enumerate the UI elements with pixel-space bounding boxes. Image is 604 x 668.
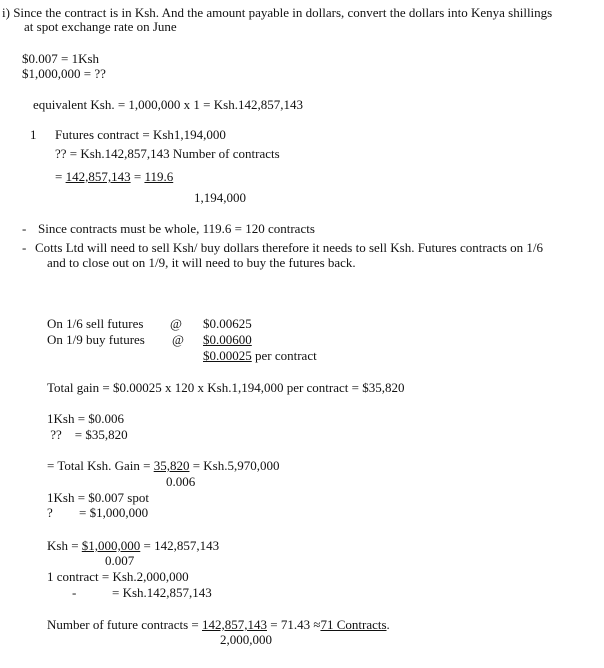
final-result: 71 Contracts — [320, 617, 387, 632]
trade-label-buy: On 1/9 buy futures — [47, 332, 145, 347]
calc-mid: = — [130, 169, 145, 184]
conversion-line-2: ?? = $35,820 — [47, 427, 128, 442]
intro-line-2: at spot exchange rate on June — [24, 19, 177, 34]
ksh-gain-denominator: 0.006 — [166, 474, 196, 489]
bullet-text-1: Since contracts must be whole, 119.6 = 120 contracts — [38, 221, 315, 236]
ksh-gain-calculation — [47, 458, 279, 473]
spot-rate-line-2: $1,000,000 = ?? — [22, 66, 106, 81]
ksh-calc-prefix: Ksh = — [47, 538, 82, 553]
final-contracts-calculation — [47, 617, 390, 632]
ksh-gain-suffix: = Ksh.5,970,000 — [189, 458, 280, 473]
ksh-calc-suffix: = 142,857,143 — [140, 538, 220, 553]
total-gain-line: Total gain = $0.00025 x 120 x Ksh.1,194,000 per contract = $35,820 — [47, 380, 405, 395]
ksh-calc-numerator: $1,000,000 — [81, 538, 141, 553]
contract-size-line-1: 1 contract = Ksh.2,000,000 — [47, 569, 189, 584]
final-mid: = 71.43 ≈ — [266, 617, 321, 632]
ksh-calculation — [47, 538, 219, 553]
calc-numerator: 142,857,143 — [65, 169, 131, 184]
final-end: . — [386, 617, 390, 632]
spot2-line-1: 1Ksh = $0.007 spot — [47, 490, 149, 505]
trade-price-sell: $0.00625 — [203, 316, 252, 331]
trade-label-sell: On 1/6 sell futures — [47, 316, 144, 331]
final-numerator: 142,857,143 — [201, 617, 267, 632]
ksh-gain-prefix: = Total Ksh. Gain = — [47, 458, 154, 473]
trade-difference — [203, 348, 317, 363]
spot2-value: = $1,000,000 — [79, 505, 149, 520]
trade-difference-suffix: per contract — [251, 348, 317, 363]
trade-at-buy: @ — [172, 332, 184, 347]
equivalent-ksh-line: equivalent Ksh. = 1,000,000 x 1 = Ksh.142,857,143 — [33, 97, 303, 112]
futures-unknown-line: ?? = Ksh.142,857,143 Number of contracts — [55, 146, 280, 161]
final-denominator: 2,000,000 — [220, 632, 272, 647]
bullet-dash-2: - — [22, 240, 27, 255]
contract-size-dash: - — [72, 585, 77, 600]
spot2-question: ? — [47, 505, 53, 520]
futures-item-number: 1 — [30, 127, 37, 142]
ksh-gain-numerator: 35,820 — [153, 458, 190, 473]
trade-price-buy: $0.00600 — [203, 332, 252, 347]
trade-difference-value: $0.00025 — [203, 348, 252, 363]
bullet-text-2: Cotts Ltd will need to sell Ksh/ buy dollars therefore it needs to sell Ksh. Futures contracts on 1/6 — [35, 240, 544, 255]
calc-result: 119.6 — [144, 169, 174, 184]
conversion-line-1: 1Ksh = $0.006 — [47, 411, 125, 426]
bullet-dash-1: - — [22, 221, 27, 236]
trade-at-sell: @ — [170, 316, 182, 331]
bullet-text-2-continued: and to close out on 1/9, it will need to buy the futures back. — [47, 255, 356, 270]
spot-rate-line-1: $0.007 = 1Ksh — [22, 51, 100, 66]
intro-line-1: i) Since the contract is in Ksh. And the amount payable in dollars, convert the dollars into Kenya shillings — [2, 5, 553, 20]
contracts-calculation — [55, 169, 173, 184]
contract-size-line-2: = Ksh.142,857,143 — [112, 585, 212, 600]
calc-denominator: 1,194,000 — [194, 190, 246, 205]
futures-contract-line: Futures contract = Ksh1,194,000 — [55, 127, 226, 142]
final-prefix: Number of future contracts = — [47, 617, 202, 632]
calc-prefix: = — [55, 169, 66, 184]
ksh-calc-denominator: 0.007 — [105, 553, 135, 568]
